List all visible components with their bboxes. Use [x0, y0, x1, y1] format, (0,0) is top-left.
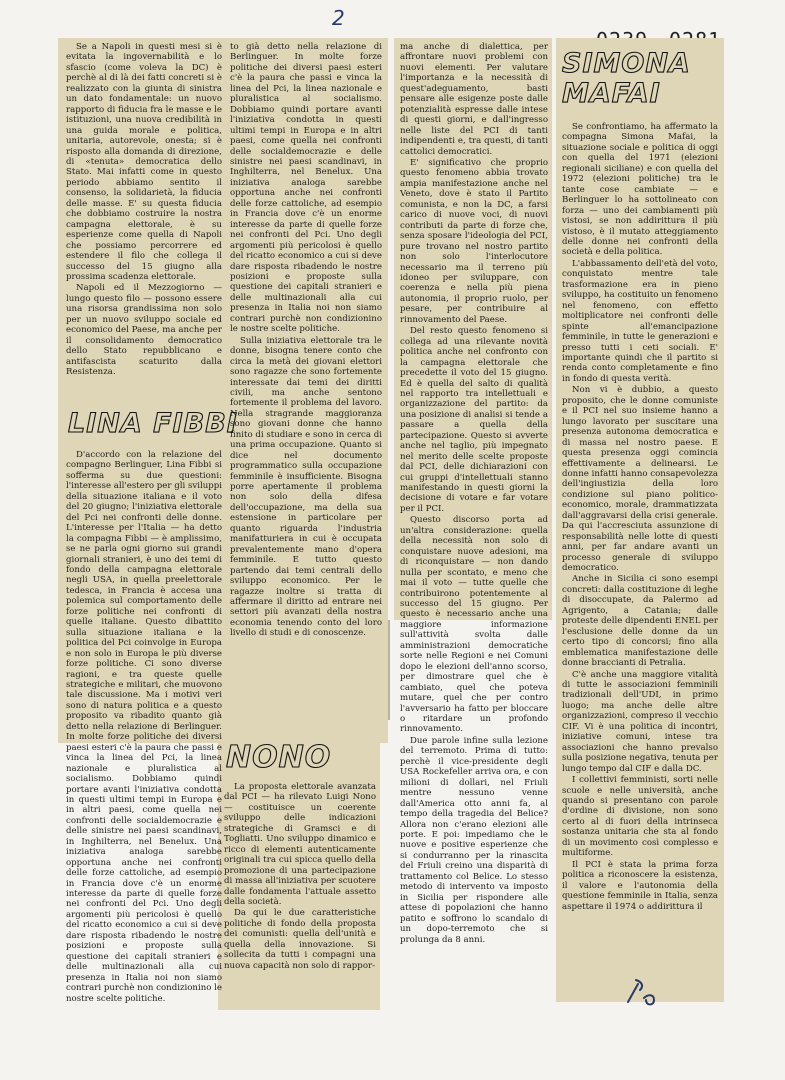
article-paragraph: Il PCI è stata la prima forza politica a riconoscere la esistenza, il valore e l'autonomia della questione femminile in Italia, senza aspettare il 1974 o addirittura il: [562, 859, 718, 912]
article-paragraph: Sulla iniziativa elettorale tra le donne, bisogna tenere conto che circa la metà dei giovani elettori sono ragazze che sono fortemente interessate dai temi dei diritti civili, ma anche sentono fortemente il problema del lavoro. Nella stragrande maggioranza sono giovani donne che hanno finito di studiare e sono in cerca di una prima occupazione. Quanto si dice nel documento programmatico sulla occupazione femminile è insufficiente. Bisogna porre apertamente il problema non solo della difesa dell'occupazione, ma della sua estensione in particolare per quanto riguarda l'industria manifatturiera in cui è occupata prevalentemente mano d'opera femminile. E tutto questo partendo dai temi centrali dello sviluppo economico. Per le ragazze inoltre si tratta di affermare il diritto ad entrare nei settori più avanzati della nostra economia tenendo conto del loro livello di studi e di conoscenze.: [230, 335, 382, 639]
article-paragraph: Se confrontiamo, ha affermato la compagna Simona Mafai, la situazione sociale e politica di oggi con quella del 1971 (elezioni regionali siciliane) e con quella del 1972 (elezioni politiche) tra le tante cose cambiate — e Berlinguer lo ha sottolineato con forza — uno dei cambiamenti più vistosi, se non addirittura il più vistoso, è il mutato atteggiamento delle donne nei confronti della società e della politica.: [562, 122, 718, 258]
article-column: [66, 450, 223, 1004]
page-number-mark: 2: [332, 6, 345, 30]
article-paragraph: Del resto questo fenomeno si collega ad una rilevante novità politica anche nel confronto con la campagna elettorale che precedette il voto del 15 giugno. Ed è quella del salto di qualità nel rapporto tra intellettuali e organizzazione del partito: da una posizione di analisi si tende a passare a quella della partecipazione. Questo si avverte anche nel taglio, più impegnato nel merito delle scelte proposte dal PCI, delle dichiarazioni con cui gruppi d'intellettuali stanno manifestando in questi giorni la decisione di votare e far votare per il PCI.: [400, 326, 548, 514]
article-paragraph: Anche in Sicilia ci sono esempi concreti: dalla costituzione di leghe di disoccupate, da Palermo ad Agrigento, a Catania; dalle proteste delle dipendenti ENEL per l'esclusione delle donne da un certo tipo di concorsi; fino alla emblematica manifestazione delle donne braccianti di Petralia.: [562, 574, 718, 669]
article-column: [230, 42, 382, 727]
article-paragraph: La proposta elettorale avanzata dal PCI — ha rilevato Luigi Nono — costituisce un coerente sviluppo delle indicazioni strategiche di Gramsci e di Togliatti. Uno sviluppo dinamico e ricco di elementi autenticamente originali tra cui spicca quello della promozione di una partecipazione di massa all'iniziativa per scuotere dalle fondamenta l'attuale assetto della società.: [224, 782, 376, 907]
article-paragraph: Da qui le due caratteristiche politiche di fondo della proposta dei comunisti: quella dell'unità e quella della innovazione. Si sollecita da tutti i compagni una nuova capacità non solo di rappor-: [224, 908, 376, 971]
article-paragraph: D'accordo con la relazione del compagno Berlinguer, Lina Fibbi si sofferma su due questioni: l'interesse all'estero per gli sviluppi della situazione italiana e il voto del 20 giugno; l'iniziativa elettorale del Pci nei confronti delle donne. L'interesse per l'Italia — ha detto la compagna Fibbi — è amplissimo, se ne parla ogni giorno sui grandi giornali stranieri, è uno dei temi di fondo della campagna elettorale negli USA, in quella preelettorale tedesca, in Francia è accesa una polemica sul comportamento delle forze politiche nei confronti di quelle italiane. Questo dibattito sulla situazione italiana e la politica del Pci coinvolge in Europa e non solo in Europa le più diverse forze politiche. Ci sono diverse ragioni, e tra queste quelle strategiche e militari, che muovono tale discussione. Ma i motivi veri sono di natura politica e a questo proposito va ribadito quanto già detto nella relazione di Berlinguer. In molte forze politiche dei diversi paesi esteri c'è la paura che passi e vinca la linea del Pci, la linea nazionale e pluralistica al socialismo. Dobbiamo quindi portare avanti l'iniziativa condotta in questi ultimi tempi in Europa e in altri paesi, come quella nei confronti delle socialdemocrazie e delle sinistre nei paesi scandinavi, in Inghilterra, nel Benelux. Una iniziativa analoga sarebbe opportuna anche nei confronti delle forze cattoliche, ad esempio in Francia dove c'è un enorme interesse da parte di quelle forze nei confronti del Pci. Uno degli argomenti più pericolosi è quello del ricatto economico a cui si deve dare risposta ribadendo le nostre posizioni e proposte sulla questione dei capitali stranieri e delle multinazionali alla cui presenza in Italia noi non siamo contrari purchè non condizionino le nostre scelte politiche.: [66, 450, 223, 1004]
article-paragraph: L'abbassamento dell'età del voto, conquistato mentre tale trasformazione era in pieno sviluppo, ha costituito un fenomeno nel fenomeno, con effetto moltiplicatore nei confronti delle spinte all'emancipazione femminile, in tutte le generazioni e presso tutti i ceti sociali. E' importante quindi che il partito si renda conto completamente e fino in fondo di questa verità.: [562, 258, 718, 384]
speaker-heading-mafai-surname: MAFAI: [562, 78, 661, 109]
speaker-heading-fibbi: LINA FIBBI: [68, 408, 238, 439]
article-paragraph: Se a Napoli in questi mesi si è evitata la ingovernabilità e lo sfascio (come voleva la DC) è perchè al di là dei fatti concreti si è realizzato con la giunta di sinistra un dato fondamentale: un nuovo rapporto di fiducia fra le masse e le istituzioni, una nuova credibilità in una guida morale e politica, unitaria, autorevole, onesta; si è risposto alla domanda di direzione, di «tenuta» democratica dello Stato. Mai infatti come in questo periodo abbiamo sentito il consenso, la solidarietà, la fiducia delle masse. E' su questa fiducia che dobbiamo costruire la nostra campagna elettorale, è su esperienze come quella di Napoli che possiamo percorrere ed estendere il filo che collega il successo del 15 giugno alla prossima scadenza elettorale.: [66, 42, 222, 282]
article-text-continued: to già detto nella relazione di Berlinguer. In molte forze politiche dei diversi paesi esteri c'è la paura che passi e vinca la linea del Pci, la linea nazionale e pluralistica al socialismo. Dobbiamo quindi portare avanti l'iniziativa condotta in questi ultimi tempi in Europa e in altri paesi, come quella nei confronti delle socialdemocrazie e delle sinistre nei paesi scandinavi, in Inghilterra, nel Benelux. Una iniziativa analoga sarebbe opportuna anche nei confronti delle forze cattoliche, ad esempio in Francia dove c'è un enorme interesse da parte di quelle forze nei confronti del Pci. Uno degli argomenti più pericolosi è quello del ricatto economico a cui si deve dare risposta ribadendo le nostre posizioni e proposte sulla questione dei capitali stranieri e delle multinazionali alla cui presenza in Italia noi non siamo contrari purchè non condizionino le nostre scelte politiche.: [230, 42, 382, 335]
article-column: [224, 782, 376, 1006]
handwritten-signature-icon: [624, 976, 660, 1008]
article-paragraph: E' significativo che proprio questo fenomeno abbia trovato ampia manifestazione anche nel Veneto, dove è stato il Partito comunista, e non la DC, a farsi carico di nuove voci, di nuovi contributi da parte di forze che, senza sposare l'ideologia del PCI, pure trovano nel nostro partito non solo l'interlocutore necessario ma il terreno più idoneo per sviluppare, con coerenza e nella più piena autonomia, il proprio ruolo, per pesare, per contribuire al rinnovamento del Paese.: [400, 157, 548, 325]
article-paragraph: C'è anche una maggiore vitalità di tutte le associazioni femminili tradizionali dell'UDI, in primo luogo; ma anche delle altre organizzazioni, compreso il vecchio CIF. Vi è una politica di incontri, iniziative comuni, intese tra associazioni che hanno prevalso sulla posizione negativa, tenuta per lungo tempo dal CIF e dalla DC.: [562, 669, 718, 774]
article-paragraph: Due parole infine sulla lezione del terremoto. Prima di tutto: perchè il vice-presidente degli USA Rockefeller arriva ora, e con milioni di dollari, nel Friuli mentre nessuno venne dall'America otto anni fa, al tempo della tragedia del Belice? Allora non c'erano elezioni alle porte. E poi: impediamo che le nuove e positive esperienze che si condurranno per la rinascita del Friuli creino una disparità di trattamento col Belice. Lo stesso metodo di intervento va imposto in Sicilia per rispondere alle attese di popolazioni che hanno patito e soffrono lo scandalo di un dopo-terremoto che si prolunga da 8 anni.: [400, 735, 548, 945]
article-column: [562, 122, 718, 998]
article-paragraph: I collettivi femministi, sorti nelle scuole e nelle università, anche quando si presentano con parole d'ordine di divisione, non sono certo al di fuori della intrinseca sostanza unitaria che sta al fondo di un movimento così complesso e multiforme.: [562, 775, 718, 859]
article-paragraph: [230, 42, 382, 335]
article-paragraph: Napoli ed il Mezzogiorno — lungo questo filo — possono essere una risorsa grandissima non solo per un nuovo sviluppo sociale ed economico del Paese, ma anche per il consolidamento democratico dello Stato repubblicano e antifascista scaturito dalla Resistenza.: [66, 283, 222, 378]
article-column: [66, 42, 222, 388]
article-column: [400, 42, 548, 945]
clipping-edge: [388, 620, 390, 720]
article-paragraph: Non vi è dubbio, a questo proposito, che le donne comuniste e il PCI nel suo insieme hanno a lungo lavorato per suscitare una presenza autonoma democratica e di massa nel nostro paese. E questa presenza oggi comincia effettivamente a delinearsi. Le donne infatti hanno consapevolezza dell'ingiustizia della loro condizione sul piano politico-economico, morale, drammatizzata dall'aggravarsi della crisi generale. Da qui l'accresciuta assunzione di responsabilità nelle lotte di questi anni, per far andare avanti un processo generale di sviluppo democratico.: [562, 385, 718, 574]
article-paragraph: Questo discorso porta ad un'altra considerazione: quella della necessità non solo di conquistare nuove adesioni, ma di riconquistare — non dando nulla per scontato, e meno che mai il voto — tutte quelle che contribuirono potentemente al successo del 15 giugno. Per questo è necessario anche una maggiore informazione sull'attività svolta dalle amministrazioni democratiche sorte nelle Regioni e nei Comuni dopo le elezioni dell'anno scorso, per dimostrare quel che è cambiato, quel che poteva mutare, quel che per contro l'avversario ha fatto per bloccare o ritardare un profondo rinnovamento.: [400, 515, 548, 735]
speaker-heading-nono: NONO: [226, 740, 332, 775]
article-paragraph: ma anche di dialettica, per affrontare nuovi problemi con nuovi elementi. Per valutare l'importanza e la necessità di quest'adeguamento, basti pensare alle esigenze poste dalle potenzialità espresse dalle intese di questi giorni, e dall'ingresso nelle liste del PCI di tanti indipendenti e, tra questi, di tanti cattolici democratici.: [400, 42, 548, 157]
speaker-heading-mafai: SIMONA: [562, 48, 691, 79]
